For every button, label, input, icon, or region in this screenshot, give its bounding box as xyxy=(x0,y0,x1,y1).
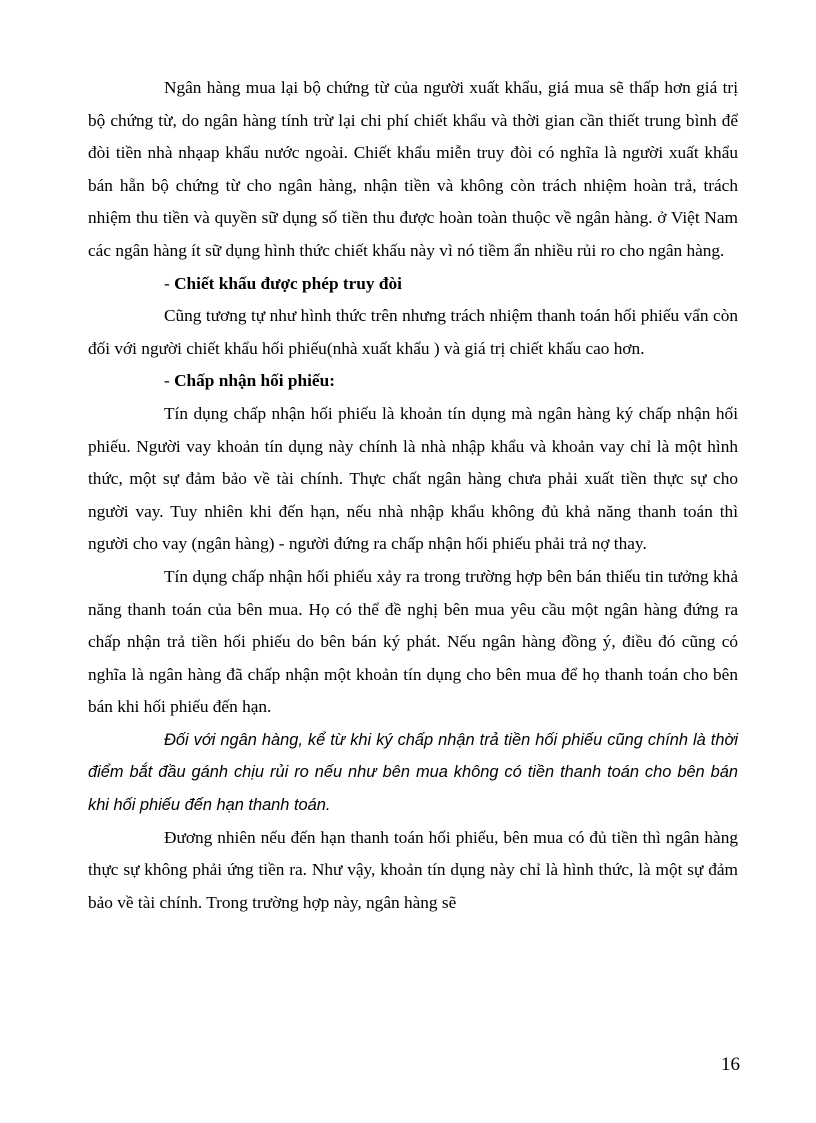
heading-text: Chấp nhận hối phiếu: xyxy=(174,371,335,391)
heading-bill-acceptance xyxy=(88,365,738,398)
heading-text: Chiết khấu được phép truy đòi xyxy=(174,273,402,293)
paragraph-italic-note: Đối với ngân hàng, kể từ khi ký chấp nhận trả tiền hối phiếu cũng chính là thời điểm bắt đầu gánh chịu rủi ro nếu như bên mua không có tiền thanh toán cho bên bán khi hối phiếu đến hạn thanh toán. xyxy=(88,730,738,815)
paragraph-bank-funding: Đương nhiên nếu đến hạn thanh toán hối phiếu, bên mua có đủ tiền thì ngân hàng thực sự không phải ứng tiền ra. Như vậy, khoản tín dụng này chỉ là hình thức, là một sự đảm bảo về tài chính. Trong trường hợp này, ngân hàng sẽ xyxy=(88,827,738,912)
page-number: 16 xyxy=(721,1054,740,1075)
heading-discount-with-recourse xyxy=(88,268,738,301)
paragraph-acceptance-occurs: Tín dụng chấp nhận hối phiếu xảy ra trong trường hợp bên bán thiếu tin tưởng khả năng thanh toán của bên mua. Họ có thể đề nghị bên mua yêu cầu một ngân hàng đứng ra chấp nhận trả tiền hối phiếu do bên bán ký phát. Nếu ngân hàng đồng ý, điều đó cũng có nghĩa là ngân hàng đã chấp nhận một khoản tín dụng cho bên mua để họ thanh toán cho bên bán khi hối phiếu đến hạn. xyxy=(88,566,738,717)
paragraph-discount-without-recourse: Ngân hàng mua lại bộ chứng từ của người xuất khẩu, giá mua sẽ thấp hơn giá trị bộ chứng từ, do ngân hàng tính trừ lại chi phí chiết khẩu và thời gian cần thiết trung bình để đòi tiền nhà nhạap khẩu nước ngoài. Chiết khẩu miễn truy đòi có nghĩa là người xuất khẩu bán hẵn bộ chứng từ cho ngân hàng, nhận tiền và không còn trách nhiệm hoàn trả, trách nhiệm thu tiền và quyền sữ dụng số tiền thu được hoàn toàn thuộc về ngân hàng. ở Việt Nam các ngân hàng ít sữ dụng hình thức chiết khấu này vì nó tiềm ẩn nhiều rủi ro cho ngân hàng. xyxy=(88,78,738,260)
heading-dash: - xyxy=(164,371,175,391)
paragraph-acceptance-credit: Tín dụng chấp nhận hối phiếu là khoản tín dụng mà ngân hàng ký chấp nhận hối phiếu. Người vay khoản tín dụng này chính là nhà nhập khẩu và khoản vay chỉ là một hình thức, một sự đảm bảo về tài chính. Thực chất ngân hàng chưa phải xuất tiền thực sự cho người vay. Tuy nhiên khi đến hạn, nếu nhà nhập khẩu không đủ khả năng thanh toán thì người cho vay (ngân hàng) - người đứng ra chấp nhận hối phiếu phải trả nợ thay. xyxy=(88,403,738,554)
heading-dash: - xyxy=(164,273,175,293)
body-text xyxy=(88,72,738,919)
paragraph-with-recourse: Cũng tương tự như hình thức trên nhưng trách nhiệm thanh toán hối phiếu vẩn còn đối với người chiết khẩu hối phiếu(nhà xuất khẩu ) và giá trị chiết khấu cao hơn. xyxy=(88,306,738,358)
